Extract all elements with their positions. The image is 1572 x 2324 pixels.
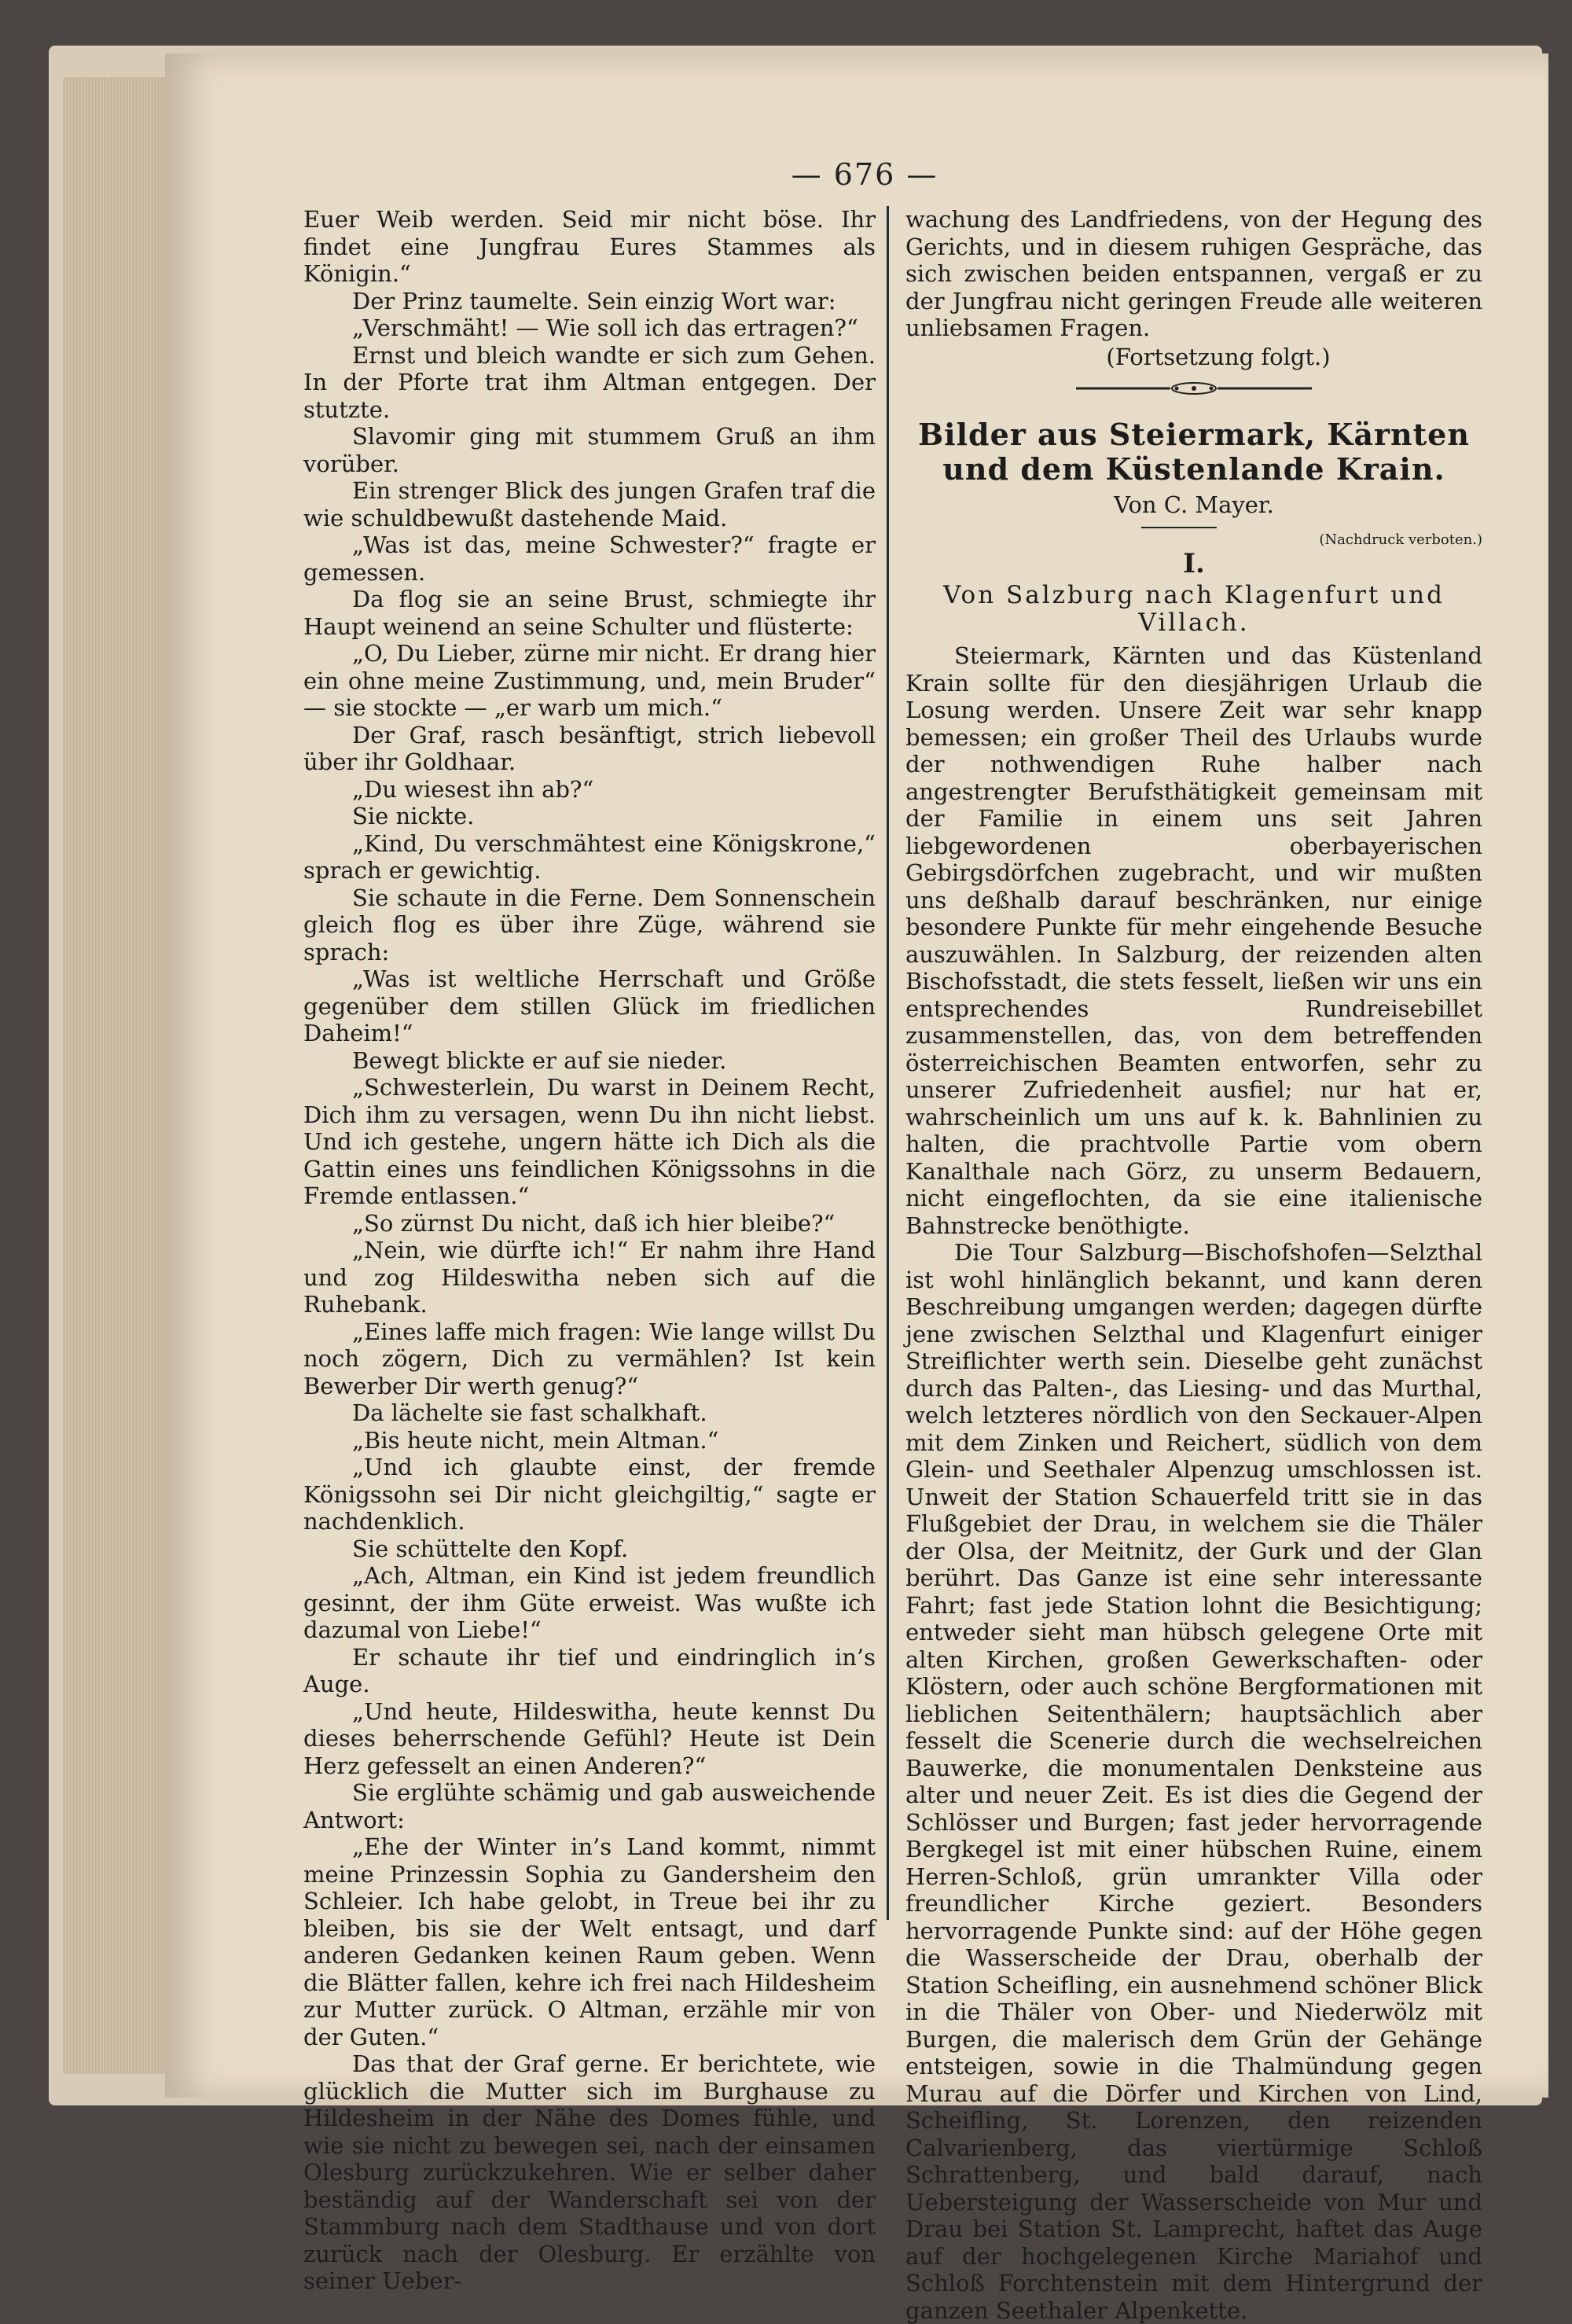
story-paragraph: Der Prinz taumelte. Sein einzig Wort war: — [352, 287, 836, 314]
story-paragraph: „Bis heute nicht, mein Altman.“ — [352, 1426, 719, 1454]
story-continuation-text: wachung des Landfriedens, von der Hegung des Gerichts, und in diesem ruhigen Gespräche, das sich zwischen beiden entspannen, vergaß er zu der Jungfrau nicht geringen Freude alle weiteren unliebsamen Fragen. — [905, 206, 1482, 341]
ornament-divider — [1076, 381, 1312, 395]
story-paragraph: „Kind, Du verschmähtest eine Königskrone,“ sprach er gewichtig. — [303, 829, 876, 884]
author-row — [905, 522, 1482, 553]
article-author: Von C. Mayer. — [1114, 491, 1274, 518]
continuation-note: (Fortsetzung folgt.) — [1106, 343, 1331, 370]
story-paragraph: Das that der Graf gerne. Er berichtete, wie glücklich die Mutter sich im Burghause zu Hildesheim in der Nähe des Domes fühle, und wie sie nicht zu bewegen sei, nach der einsamen Olesburg zurückzukehren. Wie er selber daher beständig auf der Wanderschaft sei von der Stammburg nach dem Stadthause und von dort zurück nach der Olesburg. Er erzählte von seiner Ueber- — [303, 2050, 876, 2294]
story-paragraph: Sie nickte. — [352, 803, 475, 829]
story-paragraph: „Nein, wie dürfte ich!“ Er nahm ihre Hand und zog Hildeswitha neben sich auf die Ruhebank. — [303, 1237, 876, 1318]
story-paragraph: „Du wiesest ihn ab?“ — [352, 775, 594, 803]
story-paragraph: „Ehe der Winter in’s Land kommt, nimmt meine Prinzessin Sophia zu Gandersheim den Schleier. Ich habe gelobt, in Treue bei ihr zu bleiben, bis sie der Welt entsagt, und darf anderen Gedanken keinen Raum geben. Wenn die Blätter fallen, kehre ich frei nach Hildesheim zur Mutter zurück. O Altman, erzähle mir von der Guten.“ — [303, 1833, 876, 2050]
story-paragraph: Slavomir ging mit stummem Gruß an ihm vorüber. — [303, 423, 876, 477]
story-paragraph: „So zürnst Du nicht, daß ich hier bleibe?“ — [352, 1209, 836, 1237]
story-paragraph: „Eines laffe mich fragen: Wie lange willst Du noch zögern, Dich zu vermählen? Ist kein Bewerber Dir werth genug?“ — [303, 1318, 876, 1399]
story-paragraph: „Ach, Altman, ein Kind ist jedem freundlich gesinnt, der ihm Güte erweist. Was wußte ich dazumal von Liebe!“ — [303, 1562, 876, 1643]
chapter-title: Von Salzburg nach Klagenfurt und Villach. — [942, 581, 1445, 637]
story-paragraph: Bewegt blickte er auf sie nieder. — [352, 1046, 727, 1074]
story-paragraph: Ein strenger Blick des jungen Grafen traf die wie schuldbewußt dastehende Maid. — [303, 477, 876, 531]
short-rule — [1141, 527, 1217, 528]
article-paragraph: Die Tour Salzburg—Bischofshofen—Selzthal ist wohl hinlänglich bekannt, und kann deren Beschreibung umgangen werden; dagegen dürfte jene zwischen Selzthal und Klagenfurt einiger Streiflichter werth sein. Dieselbe geht zunächst durch das Palten-, das Liesing- und das Murthal, welch letzteres nördlich von den Seckauer-Alpen mit dem Zinken und Reichert, südlich von dem Glein- und Seethaler Alpenzug umschlossen ist. Unweit der Station Schauerfeld tritt sie in das Flußgebiet der Drau, in welchem sie die Thäler der Olsa, der Meitnitz, der Gurk und der Glan berührt. Das Ganze ist eine sehr interessante Fahrt; fast jede Station lohnt die Besichtigung; entweder sieht man hübsch gelegene Orte mit alten Kirchen, großen Gewerkschaften- oder Klöstern, oder auch schöne Bergformationen mit lieblichen Seitenthälern; hauptsächlich aber fesselt die Scenerie durch die wechselreichen Bauwerke, die monumentalen Denksteine aus alter und neuer Zeit. Es ist dies die Gegend der Schlösser und Burgen; fast jeder hervorragende Bergkegel ist mit einer hübschen Ruine, einem Herren-Schloß, grün umrankter Villa oder freundlicher Kirche geziert. Besonders hervorragende Punkte sind: auf der Höhe gegen die Wasserscheide der Drau, oberhalb der Station Scheifling, ein ausnehmend schöner Blick in die Thäler von Ober- und Niederwölz mit Burgen, die malerisch dem Grün der Gehänge entsteigen, sowie in die Thalmündung gegen Murau auf die Dörfer und Kirchen von Lind, Scheifling, St. Lorenzen, den reizenden Calvarienberg, das viertürmige Schloß Schrattenberg, und bald darauf, nach Uebersteigung der Wasserscheide von Mur und Drau bei Station St. Lamprecht, haftet das Auge auf der hochgelegenen Kirche Mariahof und Schloß Forchtenstein mit dem Hintergrund der ganzen Seethaler Alpenkette. — [905, 1239, 1482, 2324]
page-number: — 676 — — [791, 157, 938, 192]
left-column — [303, 206, 876, 2295]
story-paragraph: Da lächelte sie fast schalkhaft. — [352, 1399, 707, 1426]
column-divider — [887, 206, 889, 1920]
story-paragraph: „Und ich glaubte einst, der fremde Königssohn sei Dir nicht gleichgiltig,“ sagte er nachdenklich. — [303, 1454, 876, 1535]
story-paragraph: „Und heute, Hildeswitha, heute kennst Du dieses beherrschende Gefühl? Heute ist Dein Herz gefesselt an einen Anderen?“ — [303, 1697, 876, 1779]
story-paragraph: Er schaute ihr tief und eindringlich in’s Auge. — [303, 1643, 876, 1697]
story-paragraph: „Was ist das, meine Schwester?“ fragte er gemessen. — [303, 531, 876, 586]
story-paragraph: Sie schaute in die Ferne. Dem Sonnenschein gleich flog es über ihre Züge, während sie sprach: — [303, 884, 876, 965]
article-paragraph: Steiermark, Kärnten und das Küstenland Krain sollte für den diesjährigen Urlaub die Losung werden. Unsere Zeit war sehr knapp bemessen; ein großer Theil des Urlaubs wurde der nothwendigen Ruhe halber nach angestrengter Berufsthätigkeit gemeinsam mit der Familie in einem uns seit Jahren liebgewordenen oberbayerischen Gebirgsdörfchen zugebracht, und wir mußten uns deßhalb darauf beschränken, nur einige besondere Punkte für mehr eingehende Besuche auszuwählen. In Salzburg, der reizenden alten Bischofsstadt, die stets fesselt, ließen wir uns ein entsprechendes Rundreisebillet zusammenstellen, das, von dem betreffenden österreichischen Beamten entworfen, sehr zu unserer Zufriedenheit ausfiel; nur hat er, wahrscheinlich um uns auf k. k. Bahnlinien zu halten, die prachtvolle Partie vom obern Kanalthale nach Görz, zu unserm Bedauern, nicht eingeflochten, da sie eine italienische Bahnstrecke benöthigte. — [905, 642, 1482, 1239]
story-paragraph: Euer Weib werden. Seid mir nicht böse. Ihr findet eine Jungfrau Eures Stammes als Königin.“ — [303, 206, 876, 287]
chapter-number: I. — [1183, 547, 1205, 579]
story-paragraph: „Verschmäht! — Wie soll ich das ertragen?“ — [352, 314, 858, 341]
article-title: Bilder aus Steiermark, Kärnten und dem Küstenlande Krain. — [918, 417, 1470, 487]
page-edges — [63, 77, 173, 2074]
reprint-notice: (Nachdruck verboten.) — [1319, 531, 1482, 548]
story-paragraph: „Was ist weltliche Herrschaft und Größe gegenüber dem stillen Glück im friedlichen Daheim!“ — [303, 965, 876, 1046]
story-paragraph: „Schwesterlein, Du warst in Deinem Recht, Dich ihm zu versagen, wenn Du ihn nicht liebst. Und ich gestehe, ungern hätte ich Dich als die Gattin eines uns feindlichen Königssohns in die Fremde entlassen.“ — [303, 1074, 876, 1209]
right-column — [905, 206, 1482, 2324]
story-paragraph: Sie erglühte schämig und gab ausweichende Antwort: — [303, 1779, 876, 1833]
story-paragraph: „O, Du Lieber, zürne mir nicht. Er drang hier ein ohne meine Zustimmung, und, mein Bruder“ — sie stockte — „er warb um mich.“ — [303, 640, 876, 721]
story-paragraph: Der Graf, rasch besänftigt, strich liebevoll über ihr Goldhaar. — [303, 721, 876, 775]
story-paragraph: Ernst und bleich wandte er sich zum Gehen. In der Pforte trat ihm Altman entgegen. Der stutzte. — [303, 341, 876, 423]
story-paragraph: Da flog sie an seine Brust, schmiegte ihr Haupt weinend an seine Schulter und flüsterte: — [303, 586, 876, 640]
story-paragraph: Sie schüttelte den Kopf. — [352, 1535, 629, 1562]
